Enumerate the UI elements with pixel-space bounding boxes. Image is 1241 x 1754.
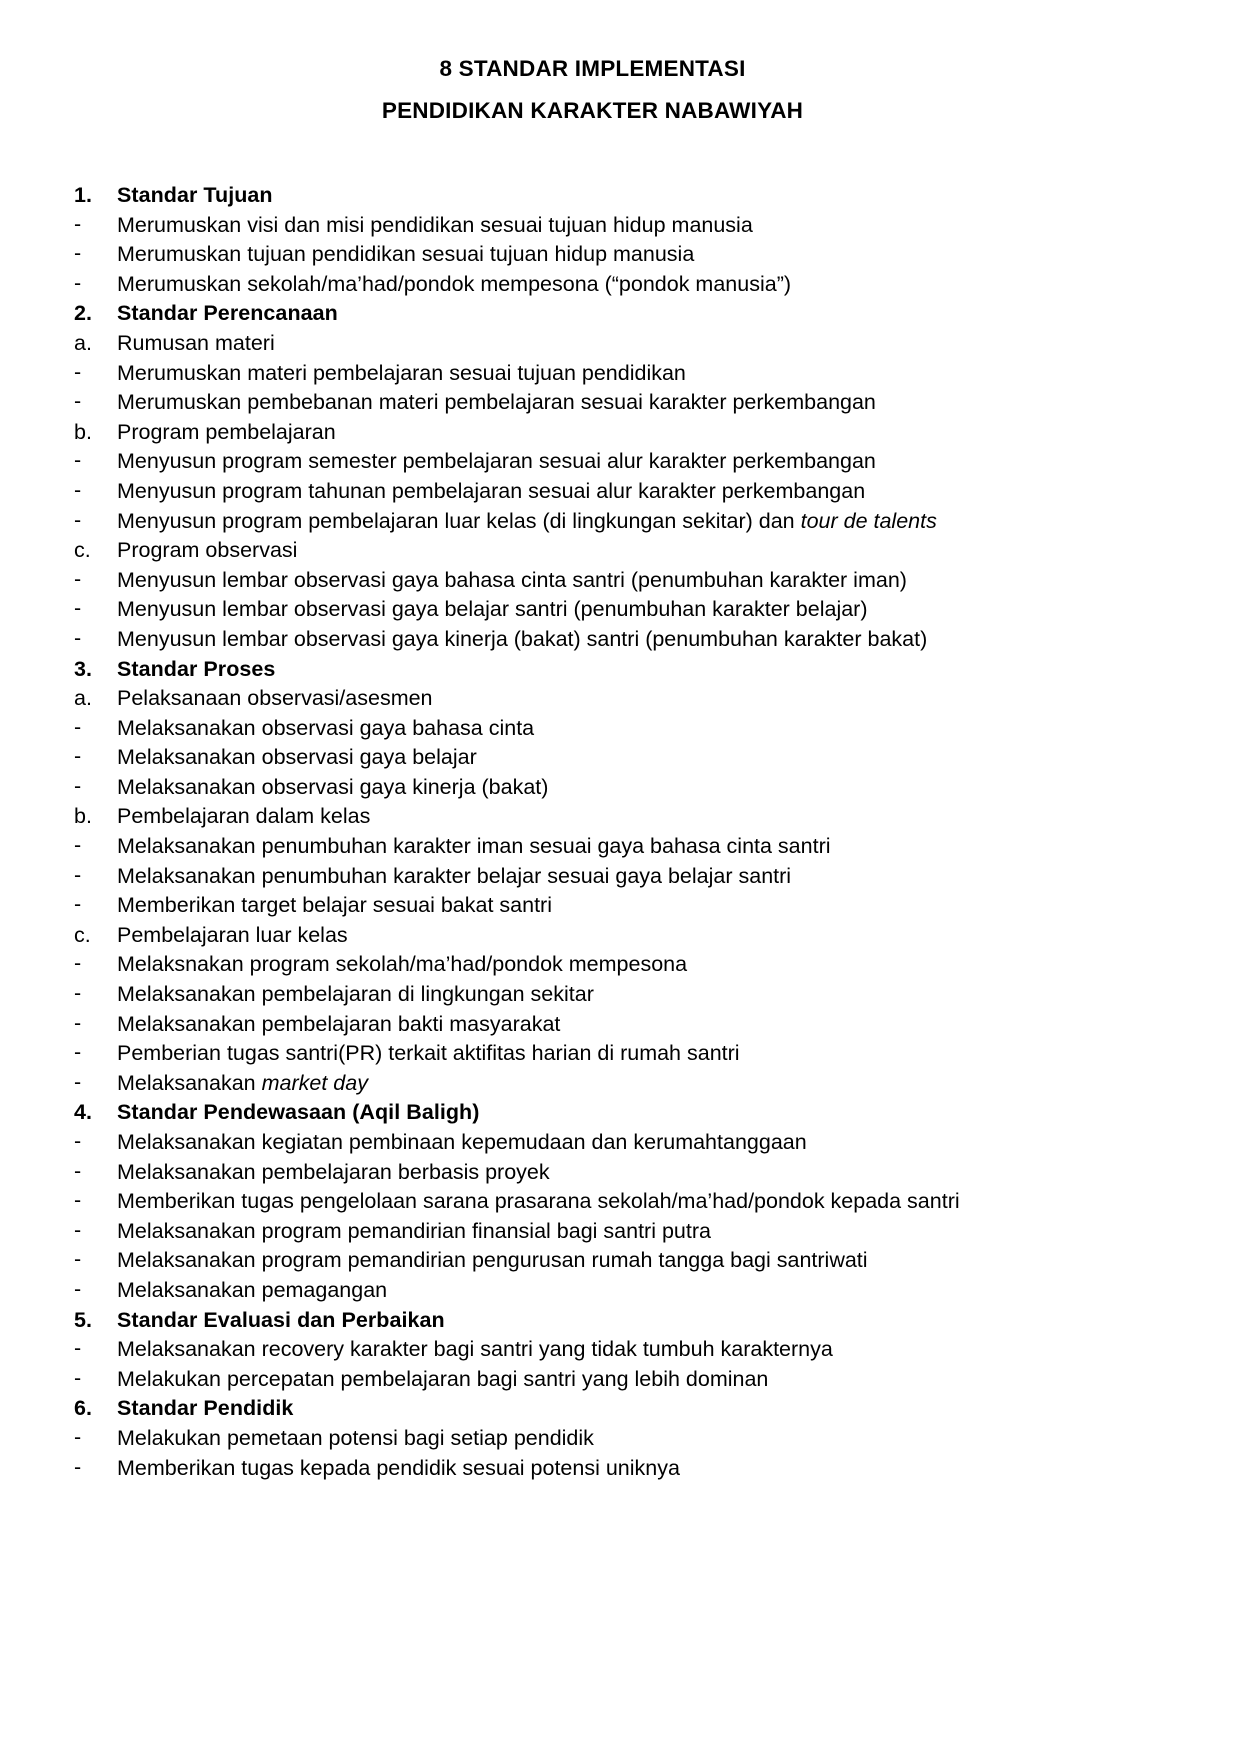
list-marker: 4. <box>74 1100 93 1125</box>
list-item-text: Menyusun program tahunan pembelajaran sesuai alur karakter perkembangan <box>117 478 866 503</box>
list-marker: - <box>74 1365 82 1390</box>
list-item-text: Standar Tujuan <box>117 183 273 207</box>
list-marker: - <box>74 862 82 887</box>
list-item <box>74 1335 1111 1365</box>
list-marker: - <box>74 773 82 798</box>
list-marker: a. <box>74 330 92 355</box>
list-marker: - <box>74 596 82 621</box>
list-marker: - <box>74 211 82 236</box>
list-item <box>74 1424 1111 1454</box>
list-marker: - <box>74 1217 82 1242</box>
page-title-line-1: 8 STANDAR IMPLEMENTASI <box>439 56 746 81</box>
list-item-text: Menyusun lembar observasi gaya belajar santri (penumbuhan karakter belajar) <box>117 597 868 622</box>
list-item-text: Standar Evaluasi dan Perbaikan <box>117 1307 445 1332</box>
list-marker: c. <box>74 538 91 563</box>
list-marker: - <box>74 892 82 917</box>
standards-outline <box>74 181 1111 1483</box>
subsection-row <box>74 684 1111 714</box>
list-item-text: Standar Proses <box>117 656 276 681</box>
list-marker: 1. <box>74 183 93 207</box>
list-item <box>74 625 1111 655</box>
list-item <box>74 447 1111 477</box>
list-marker: 5. <box>74 1307 93 1332</box>
list-marker: - <box>74 1158 82 1183</box>
list-item <box>74 1246 1111 1276</box>
list-marker: - <box>74 270 82 295</box>
emphasized-term: market day <box>261 1070 368 1095</box>
list-item <box>74 1276 1111 1306</box>
list-marker: - <box>74 1188 82 1213</box>
list-item-text <box>117 507 937 537</box>
standard-heading-row <box>74 1098 1111 1128</box>
list-item <box>74 980 1111 1010</box>
list-item-text: Merumuskan tujuan pendidikan sesuai tujuan hidup manusia <box>117 242 695 267</box>
list-item-text: Menyusun lembar observasi gaya bahasa cinta santri (penumbuhan karakter iman) <box>117 567 907 592</box>
list-item-text: Menyusun program semester pembelajaran sesuai alur karakter perkembangan <box>117 449 876 474</box>
list-marker: - <box>74 1424 82 1449</box>
list-marker: - <box>74 1129 82 1153</box>
list-item <box>74 359 1111 389</box>
list-marker: - <box>74 389 82 414</box>
list-item-text: Melaksanakan program pemandirian finansial bagi santri putra <box>117 1218 711 1243</box>
list-item <box>74 270 1111 300</box>
list-item-text: Program observasi <box>117 538 298 563</box>
list-marker: - <box>74 241 82 266</box>
subsection-row <box>74 418 1111 448</box>
list-marker: a. <box>74 686 92 711</box>
list-item <box>74 477 1111 507</box>
page-title-line-2: PENDIDIKAN KARAKTER NABAWIYAH <box>381 97 804 123</box>
list-marker: b. <box>74 804 92 829</box>
list-marker: - <box>74 833 82 858</box>
list-item-text: Menyusun lembar observasi gaya kinerja (bakat) santri (penumbuhan karakter bakat) <box>117 626 928 651</box>
emphasized-term: tour de talents <box>800 508 937 533</box>
list-item <box>74 388 1111 418</box>
list-item <box>74 211 1111 241</box>
list-item-text: Standar Pendidik <box>117 1396 294 1421</box>
list-item <box>74 891 1111 921</box>
list-item-text: Melaksanakan program pemandirian pengurusan rumah tangga bagi santriwati <box>117 1248 868 1273</box>
list-item-text: Standar Pendewasaan (Aqil Baligh) <box>117 1100 480 1125</box>
list-item-text: Melaksanakan pembelajaran bakti masyarakat <box>117 1011 561 1036</box>
list-item <box>74 1454 1111 1484</box>
list-item-text: Melaksnakan program sekolah/ma’had/pondok mempesona <box>117 952 688 977</box>
list-item-text: Melaksanakan penumbuhan karakter iman sesuai gaya bahasa cinta santri <box>117 834 831 859</box>
list-item <box>74 507 1111 537</box>
standard-heading-row <box>74 181 1111 211</box>
list-item-text: Program pembelajaran <box>117 419 336 444</box>
list-item-text: Memberikan target belajar sesuai bakat santri <box>117 893 552 918</box>
list-item-text: Merumuskan materi pembelajaran sesuai tujuan pendidikan <box>117 360 686 385</box>
list-marker: - <box>74 981 82 1006</box>
list-marker: - <box>74 477 82 502</box>
list-item <box>74 1158 1111 1188</box>
list-item-text: Merumuskan pembebanan materi pembelajaran sesuai karakter perkembangan <box>117 390 876 415</box>
list-item-text <box>117 1069 368 1099</box>
list-marker: - <box>74 448 82 473</box>
list-item <box>74 832 1111 862</box>
list-item-text: Merumuskan sekolah/ma’had/pondok mempesona (“pondok manusia”) <box>117 271 792 296</box>
list-marker: 2. <box>74 301 93 326</box>
list-item <box>74 1069 1111 1099</box>
list-item <box>74 1039 1111 1069</box>
list-item-text: Melaksanakan observasi gaya kinerja (bakat) <box>117 774 549 799</box>
list-marker: 3. <box>74 656 93 681</box>
list-item-text: Melaksanakan kegiatan pembinaan kepemudaan dan kerumahtanggaan <box>117 1130 807 1154</box>
list-item-text: Melaksanakan pembelajaran di lingkungan sekitar <box>117 982 594 1007</box>
standard-heading-row <box>74 1394 1111 1424</box>
list-marker: - <box>74 1276 82 1301</box>
standard-heading-row <box>74 299 1111 329</box>
list-item-text: Memberikan tugas pengelolaan sarana prasarana sekolah/ma’had/pondok kepada santri <box>117 1189 960 1214</box>
list-item <box>74 743 1111 773</box>
list-marker: - <box>74 1336 82 1361</box>
list-marker: - <box>74 1454 82 1479</box>
list-item <box>74 1128 1111 1158</box>
list-item-text: Pembelajaran dalam kelas <box>117 804 371 829</box>
list-marker: - <box>74 1040 82 1065</box>
list-item <box>74 1010 1111 1040</box>
list-marker: - <box>74 359 82 384</box>
list-item-text: Melaksanakan pemagangan <box>117 1277 388 1302</box>
list-item-text-plain: Melaksanakan <box>117 1070 262 1095</box>
list-item <box>74 1365 1111 1395</box>
list-item <box>74 1187 1111 1217</box>
list-item-text: Merumuskan visi dan misi pendidikan sesuai tujuan hidup manusia <box>117 212 753 237</box>
list-item <box>74 773 1111 803</box>
list-item <box>74 595 1111 625</box>
subsection-row <box>74 921 1111 951</box>
list-item-text: Melaksanakan observasi gaya belajar <box>117 745 477 770</box>
list-marker: - <box>74 625 82 650</box>
list-item <box>74 240 1111 270</box>
standard-heading-row <box>74 655 1111 685</box>
subsection-row <box>74 536 1111 566</box>
list-item <box>74 714 1111 744</box>
list-item-text: Melaksanakan recovery karakter bagi santri yang tidak tumbuh karakternya <box>117 1337 833 1362</box>
page-title <box>74 58 1111 122</box>
subsection-row <box>74 802 1111 832</box>
list-item-text: Melaksanakan penumbuhan karakter belajar sesuai gaya belajar santri <box>117 863 792 888</box>
list-marker: - <box>74 1069 82 1094</box>
list-item-text: Pembelajaran luar kelas <box>117 922 348 947</box>
list-item-text: Melaksanakan pembelajaran berbasis proyek <box>117 1159 550 1184</box>
list-item-text: Pelaksanaan observasi/asesmen <box>117 686 433 711</box>
list-marker: - <box>74 507 82 532</box>
list-item-text: Melaksanakan observasi gaya bahasa cinta <box>117 715 535 740</box>
list-item-text: Rumusan materi <box>117 330 275 355</box>
list-item-text-plain: Menyusun program pembelajaran luar kelas (di lingkungan sekitar) dan <box>117 508 801 533</box>
list-marker: - <box>74 1010 82 1035</box>
list-item <box>74 1217 1111 1247</box>
list-marker: - <box>74 714 82 739</box>
standard-heading-row <box>74 1306 1111 1336</box>
list-item-text: Standar Perencanaan <box>117 301 338 326</box>
list-item <box>74 566 1111 596</box>
list-item <box>74 862 1111 892</box>
list-item <box>74 950 1111 980</box>
list-marker: - <box>74 744 82 769</box>
list-marker: - <box>74 1247 82 1272</box>
list-item-text: Pemberian tugas santri(PR) terkait aktifitas harian di rumah santri <box>117 1041 740 1066</box>
subsection-row <box>74 329 1111 359</box>
list-marker: c. <box>74 922 91 947</box>
list-item-text: Melakukan percepatan pembelajaran bagi santri yang lebih dominan <box>117 1366 769 1391</box>
list-item-text: Memberikan tugas kepada pendidik sesuai potensi uniknya <box>117 1455 680 1480</box>
list-marker: - <box>74 951 82 976</box>
list-marker: b. <box>74 419 92 444</box>
list-marker: 6. <box>74 1396 93 1421</box>
list-item-text: Melakukan pemetaan potensi bagi setiap pendidik <box>117 1425 594 1450</box>
list-marker: - <box>74 566 82 591</box>
